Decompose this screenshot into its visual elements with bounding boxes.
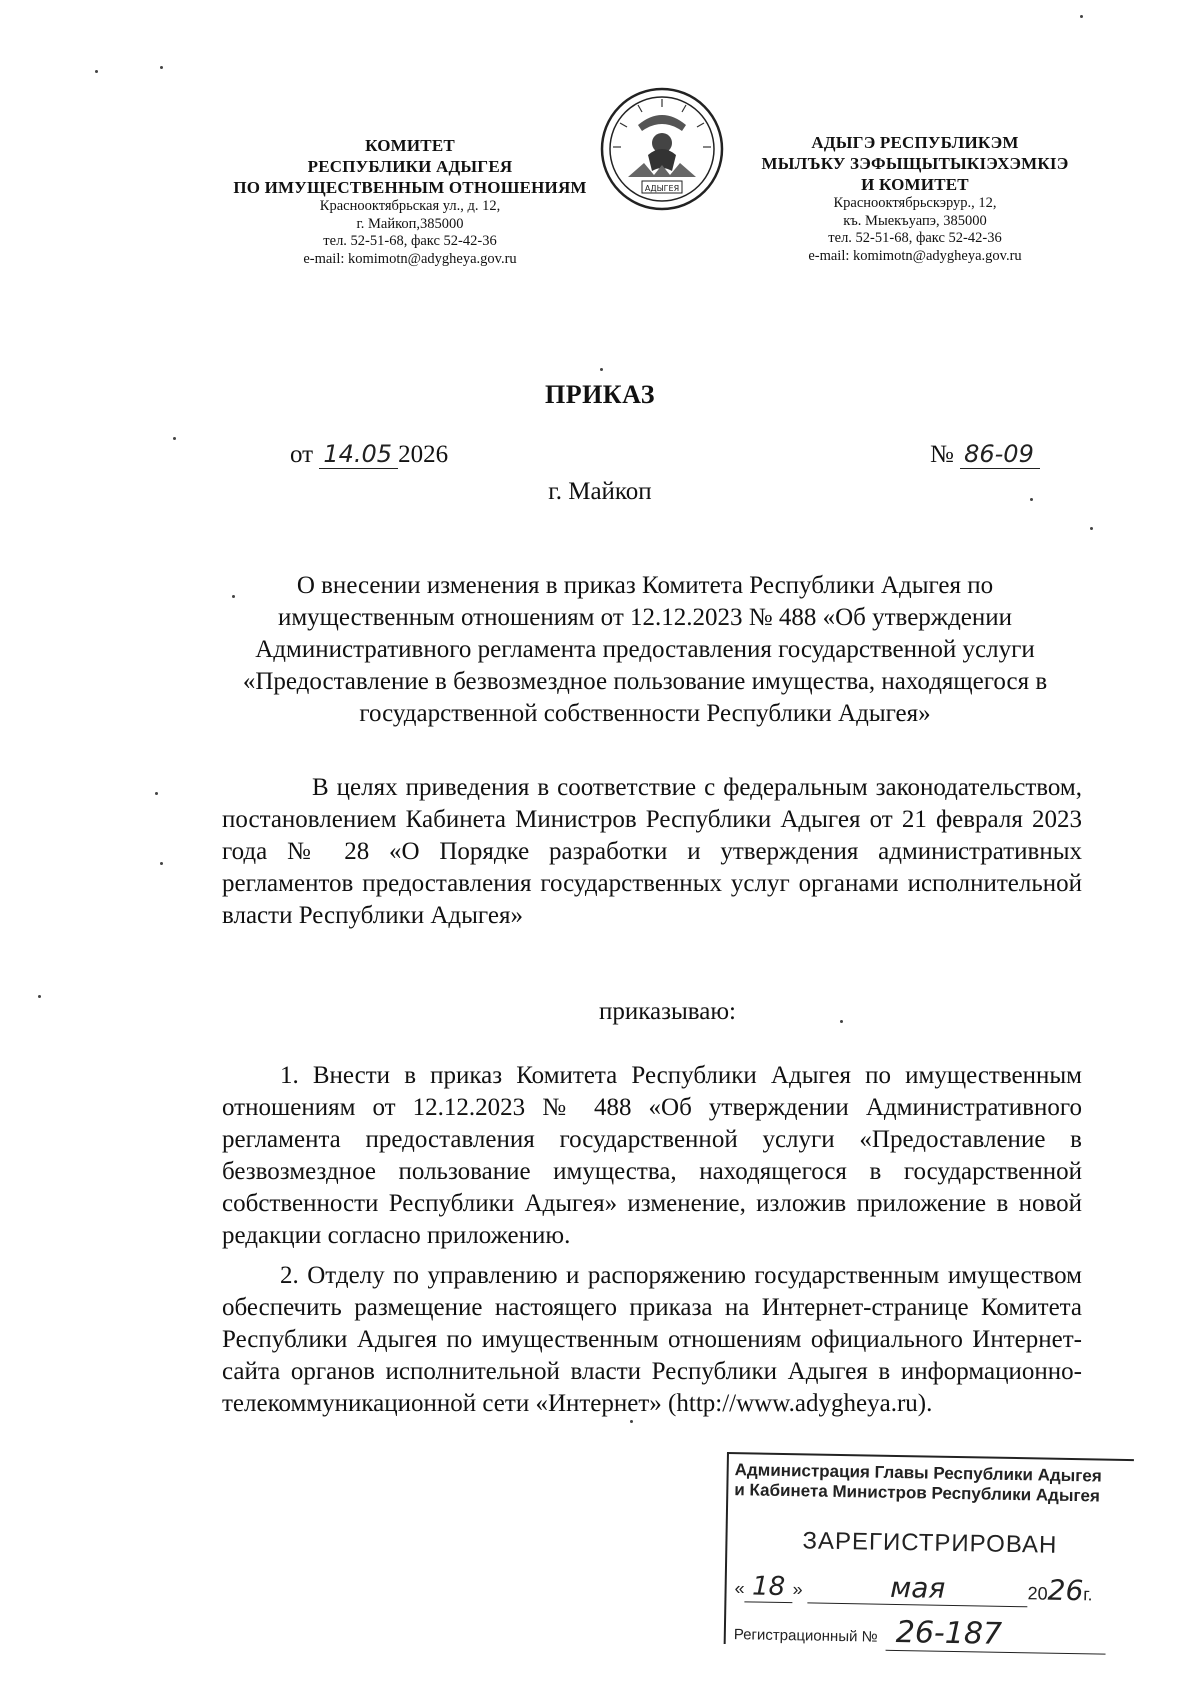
scan-speck — [1080, 15, 1083, 18]
order-item-1: 1. Внести в приказ Комитета Республики Адыгея по имущественным отношениям от 12.12.2023 № 488 «Об утверждении Административного регламента предоставления государственной услуги «Предоставление в безвозмездное пользование имущества, находящегося в государственной собственности Республики Адыгея» изменение, изложив приложение в новой редакции согласно приложению. — [222, 1062, 1082, 1249]
header-left-city: г. Майкоп,385000 — [356, 215, 464, 232]
document-date — [290, 440, 448, 469]
date-year: 2026 — [398, 441, 449, 468]
emblem-caption: АДЫГЕЯ — [644, 184, 680, 193]
scan-speck — [173, 437, 176, 440]
document-preamble: В целях приведения в соответствие с федеральным законодательством, постановлением Кабинета Министров Республики Адыгея от 21 февраля 2023 года № 28 «О Порядке разработки и утверждения административных регламентов предоставления государственных услуг органами исполнительной власти Республики Адыгея» — [222, 774, 1082, 929]
scan-speck — [630, 1420, 633, 1423]
stamp-reg-label: Регистрационный № — [733, 1626, 878, 1646]
stamp-organization — [734, 1460, 1131, 1507]
stamp-day: 18 — [744, 1571, 793, 1603]
scan-speck — [95, 70, 98, 73]
header-right-line2: МЫЛЪКУ ЗЭФЫЩЫТЫКІЭХЭМКІЭ — [761, 154, 1069, 173]
scan-speck — [840, 1020, 843, 1023]
scan-speck — [600, 368, 603, 371]
stamp-org-line1: Администрация Главы Республики Адыгея — [734, 1460, 1102, 1486]
header-left-email: e-mail: komimotn@adygheya.gov.ru — [303, 250, 517, 267]
scan-speck — [232, 595, 235, 598]
registration-stamp — [724, 1452, 1134, 1651]
header-right-line3: И КОМИТЕТ — [861, 175, 969, 194]
header-left-phone: тел. 52-51-68, факс 52-42-36 — [323, 233, 497, 249]
document-number — [930, 440, 1040, 469]
scan-speck — [1090, 527, 1093, 530]
stamp-date — [734, 1568, 1130, 1609]
header-right-phone: тел. 52-51-68, факс 52-42-36 — [828, 230, 1002, 246]
scan-speck — [160, 66, 163, 69]
header-left-line2: РЕСПУБЛИКИ АДЫГЕЯ — [307, 157, 513, 176]
header-right-line1: АДЫГЭ РЕСПУБЛИКЭМ — [811, 133, 1019, 152]
stamp-month: мая — [807, 1569, 1028, 1607]
stamp-registration-number — [734, 1612, 1130, 1655]
stamp-year-prefix: 20 — [1027, 1583, 1048, 1604]
header-right — [735, 132, 1095, 265]
header-left-line3: ПО ИМУЩЕСТВЕННЫМ ОТНОШЕНИЯМ — [233, 178, 587, 197]
stamp-year-suffix: 26 — [1047, 1573, 1084, 1608]
number-handwritten: 86-09 — [960, 440, 1040, 469]
date-handwritten: 14.05 — [319, 440, 398, 469]
header-right-city: къ. Мыекъуапэ, 385000 — [843, 212, 987, 229]
stamp-reg-number: 26-187 — [885, 1615, 1106, 1655]
document-title: ПРИКАЗ — [544, 380, 656, 409]
stamp-quote-close: » — [792, 1579, 803, 1600]
scan-speck — [155, 792, 158, 795]
header-left-line1: КОМИТЕТ — [365, 136, 455, 155]
scan-speck — [1030, 498, 1033, 501]
date-prefix: от — [290, 441, 314, 468]
scan-speck — [160, 862, 163, 865]
stamp-quote-open: « — [734, 1578, 745, 1599]
header-right-address: Краснооктябрьскэрур., 12, — [833, 195, 997, 211]
header-right-email: e-mail: komimotn@adygheya.gov.ru — [808, 247, 1022, 264]
header-left-address: Краснооктябрьская ул., д. 12, — [319, 198, 501, 214]
document-city: г. Майкоп — [548, 478, 652, 505]
header-left — [200, 135, 620, 268]
stamp-org-line2: и Кабинета Министров Республики Адыгея — [734, 1480, 1101, 1506]
stamp-status: ЗАРЕГИСТРИРОВАН — [802, 1527, 1058, 1559]
scan-speck — [38, 995, 41, 998]
order-word: приказываю: — [599, 998, 736, 1025]
order-item-2: 2. Отделу по управлению и распоряжению государственным имуществом обеспечить размещение настоящего приказа на Интернет-странице Комитета Республики Адыгея по имущественным отношениям официального Интернет-сайта органов исполнительной власти Республики Адыгея в информационно-телекоммуникационной сети «Интернет» (http://www.adygheya.ru). — [222, 1262, 1082, 1417]
document-subject: О внесении изменения в приказ Комитета Республики Адыгея по имущественным отношениям от 12.12.2023 № 488 «Об утверждении Административного регламента предоставления государственной услуги «Предоставление в безвозмездное пользование имущества, находящегося в государственной собственности Республики Адыгея» — [242, 572, 1048, 727]
stamp-year-unit: г. — [1083, 1584, 1093, 1605]
coat-of-arms-icon — [598, 85, 726, 213]
number-prefix: № — [930, 441, 954, 468]
